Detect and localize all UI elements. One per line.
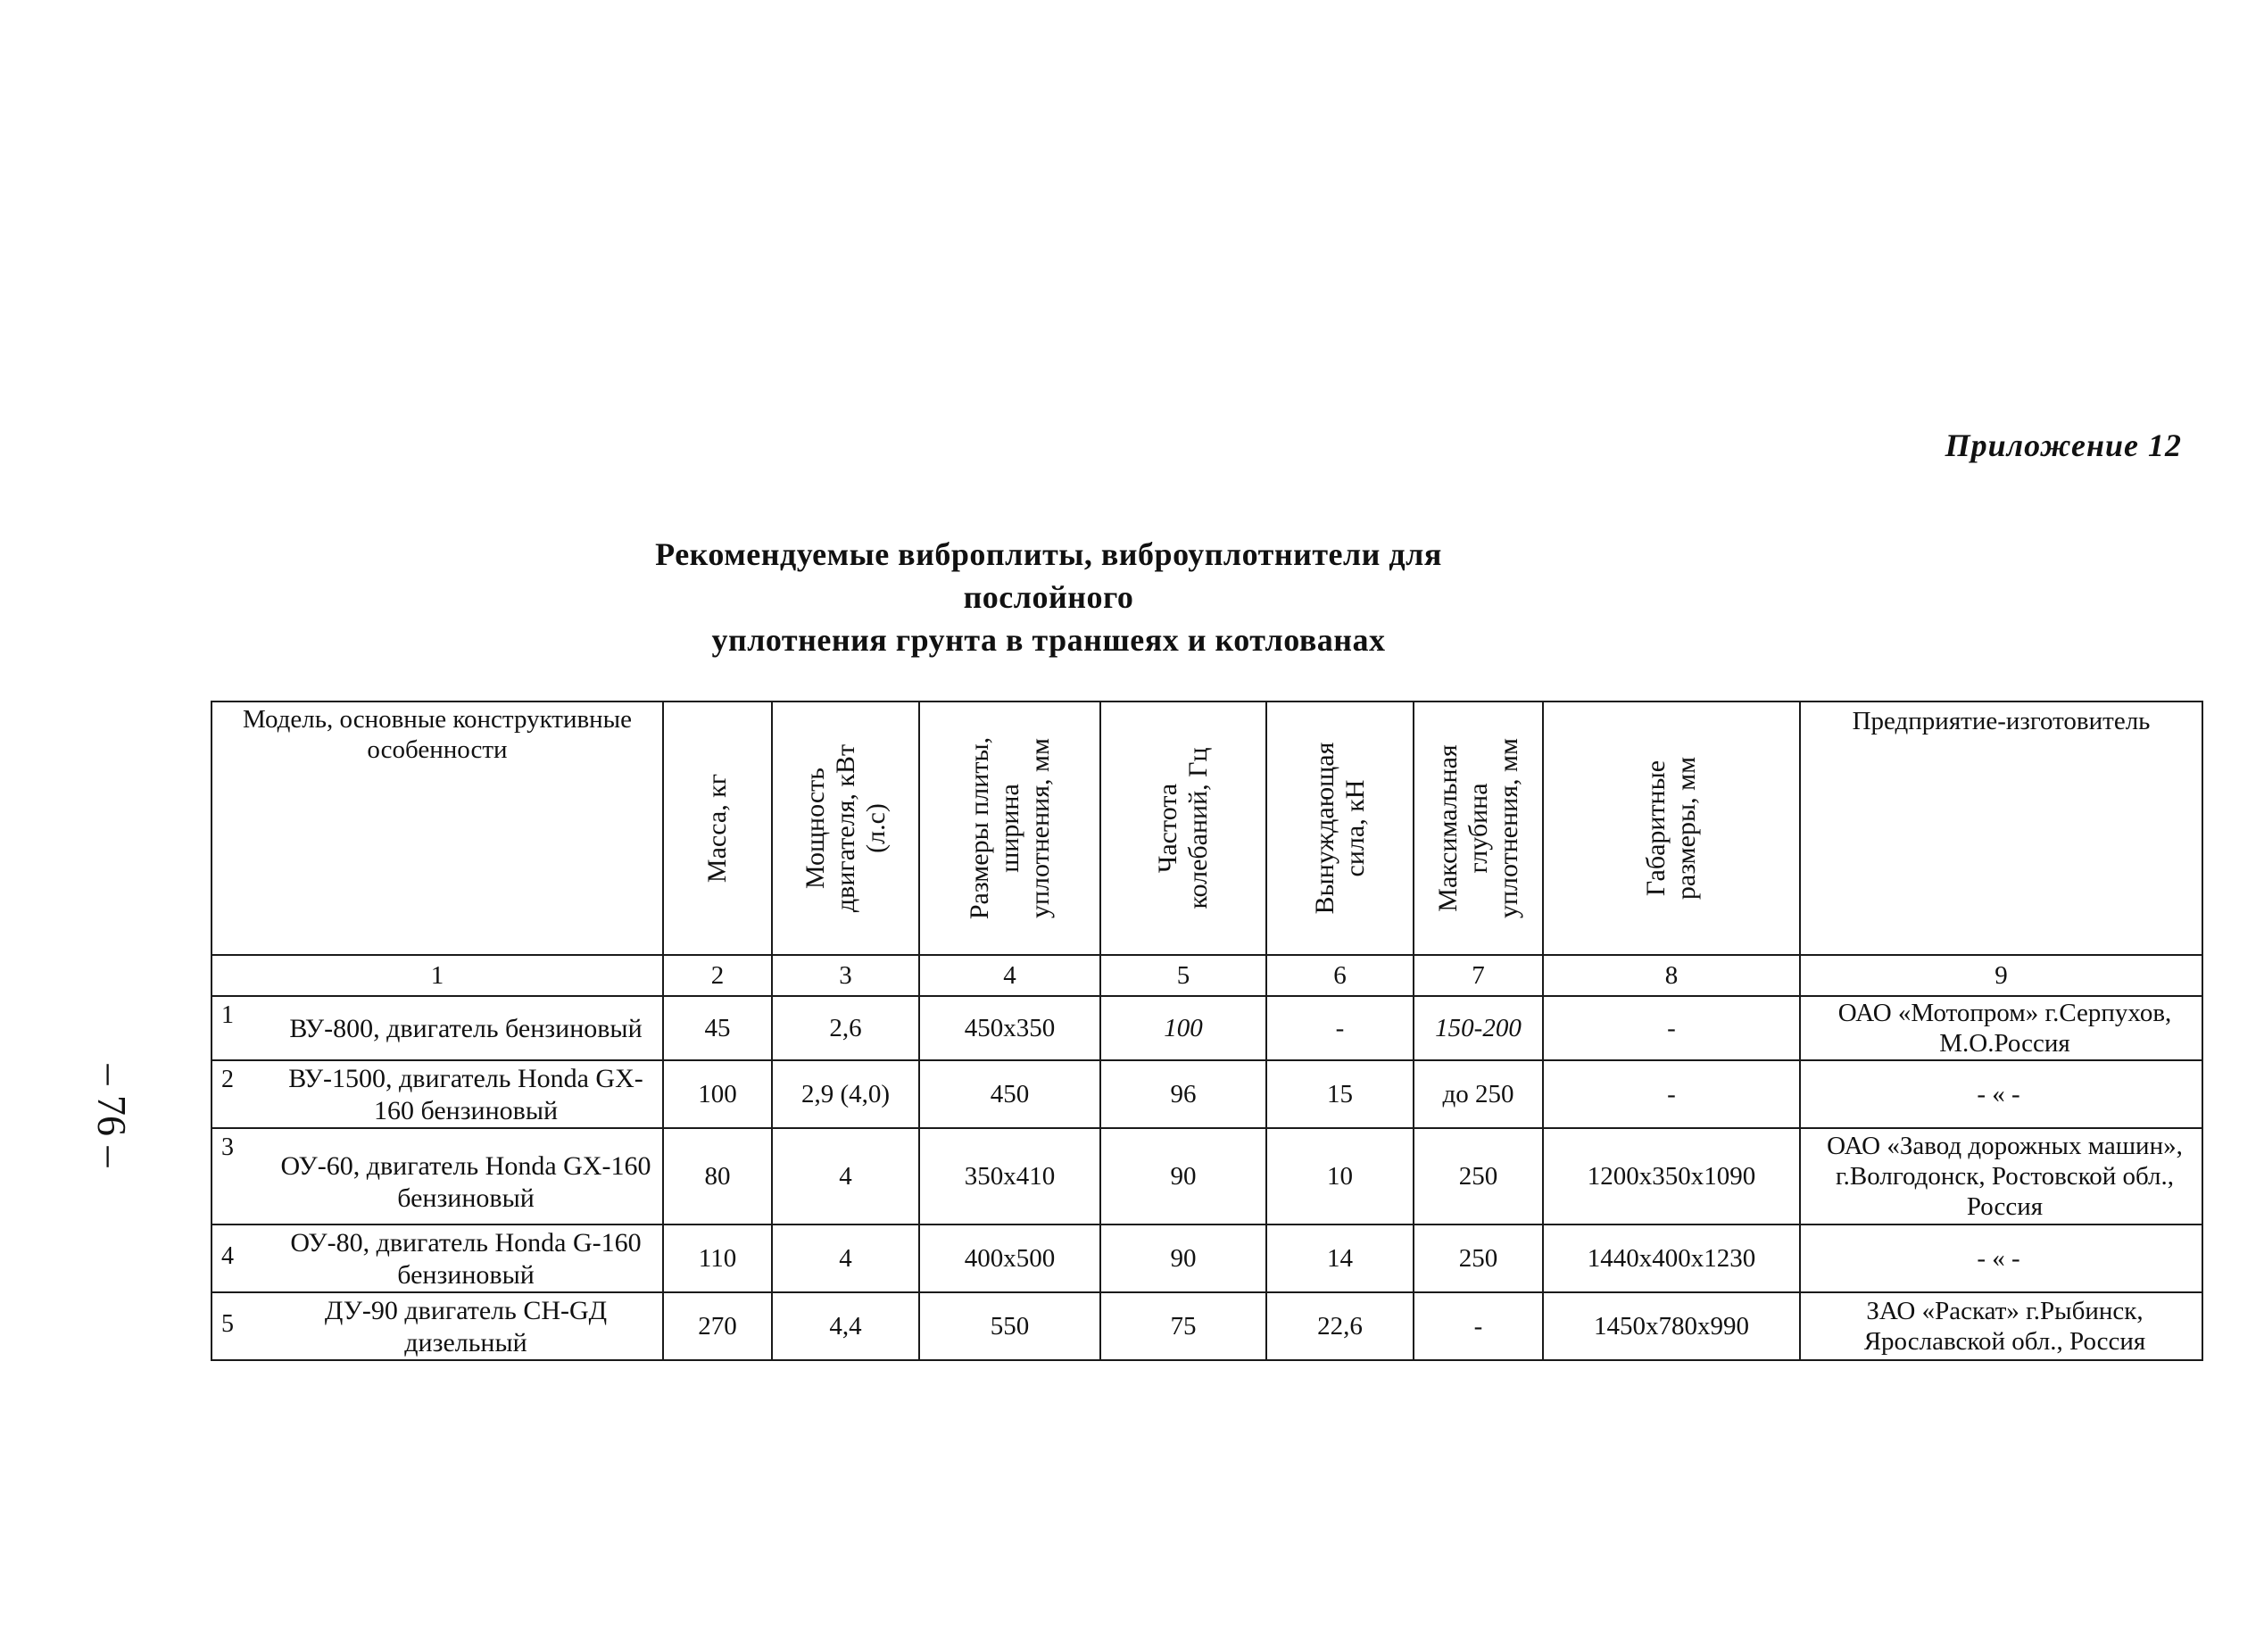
table-row [211, 1060, 2202, 1128]
manufacturer-value: - « - [1800, 1224, 2202, 1292]
header-force-cell [1266, 701, 1414, 955]
column-number: 1 [211, 955, 663, 996]
header-mass: Масса, кг [702, 773, 732, 884]
plate-size-value: 550 [919, 1292, 1100, 1360]
force-value: 15 [1266, 1060, 1414, 1128]
column-number: 3 [772, 955, 919, 996]
header-depth: Максимальная глубина уплотнения, мм [1432, 738, 1523, 918]
frequency-value: 96 [1100, 1060, 1266, 1128]
row-number: 4 [221, 1242, 234, 1270]
manufacturer-value: ЗАО «Раскат» г.Рыбинск, Ярославской обл., Россия [1800, 1292, 2202, 1360]
header-force: Вынуждающая сила, кН [1309, 742, 1370, 915]
header-plate-size: Размеры плиты, ширина уплотнения, мм [964, 736, 1055, 920]
dimensions-value: - [1543, 996, 1800, 1060]
header-frequency-cell [1100, 701, 1266, 955]
row-number: 1 [221, 1001, 234, 1029]
depth-value: до 250 [1414, 1060, 1543, 1128]
document-title-line-2: уплотнения грунта в траншеях и котлованах [711, 622, 1386, 658]
mass-value: 80 [663, 1128, 772, 1224]
frequency-value: 90 [1100, 1224, 1266, 1292]
power-value: 4,4 [772, 1292, 919, 1360]
model-text: ОУ-80, двигатель Honda G-160 бензиновый [290, 1228, 642, 1290]
dimensions-value: - [1543, 1060, 1800, 1128]
depth-value: 250 [1414, 1224, 1543, 1292]
header-depth-cell [1414, 701, 1543, 955]
mass-value: 270 [663, 1292, 772, 1360]
column-number-row [211, 955, 2202, 996]
model-cell [211, 1292, 663, 1360]
column-number: 9 [1800, 955, 2202, 996]
header-frequency: Частота колебаний, Гц [1153, 747, 1213, 909]
table-row [211, 996, 2202, 1060]
dimensions-value: 1440х400х1230 [1543, 1224, 1800, 1292]
model-cell [211, 1060, 663, 1128]
column-number: 5 [1100, 955, 1266, 996]
power-value: 2,9 (4,0) [772, 1060, 919, 1128]
mass-value: 110 [663, 1224, 772, 1292]
plate-size-value: 350х410 [919, 1128, 1100, 1224]
frequency-value: 75 [1100, 1292, 1266, 1360]
frequency-value: 90 [1100, 1128, 1266, 1224]
force-value: - [1266, 996, 1414, 1060]
model-cell [211, 1128, 663, 1224]
table-row [211, 1128, 2202, 1224]
depth-value: - [1414, 1292, 1543, 1360]
column-number: 7 [1414, 955, 1543, 996]
model-text: ДУ-90 двигатель CH-GД дизельный [324, 1296, 608, 1357]
dimensions-value: 1200х350х1090 [1543, 1128, 1800, 1224]
mass-value: 100 [663, 1060, 772, 1128]
model-cell [211, 1224, 663, 1292]
power-value: 4 [772, 1128, 919, 1224]
model-text: ВУ-800, двигатель бензиновый [289, 1014, 643, 1043]
header-power-cell [772, 701, 919, 955]
column-number: 8 [1543, 955, 1800, 996]
header-manufacturer: Предприятие-изготовитель [1800, 701, 2202, 955]
manufacturer-value: ОАО «Завод дорожных машин», г.Волгодонск, Ростовской обл., Россия [1800, 1128, 2202, 1224]
table-row [211, 1292, 2202, 1360]
plate-size-value: 450 [919, 1060, 1100, 1128]
force-value: 10 [1266, 1128, 1414, 1224]
frequency-value: 100 [1100, 996, 1266, 1060]
plate-size-value: 400х500 [919, 1224, 1100, 1292]
header-plate-size-cell [919, 701, 1100, 955]
plate-size-value: 450х350 [919, 996, 1100, 1060]
header-dimensions: Габаритные размеры, мм [1641, 756, 1701, 901]
force-value: 22,6 [1266, 1292, 1414, 1360]
column-number: 2 [663, 955, 772, 996]
manufacturer-value: ОАО «Мотопром» г.Серпухов, М.О.Россия [1800, 996, 2202, 1060]
power-value: 2,6 [772, 996, 919, 1060]
column-number: 4 [919, 955, 1100, 996]
appendix-label: Приложение 12 [1945, 428, 2182, 463]
model-cell [211, 996, 663, 1060]
row-number: 2 [221, 1066, 234, 1093]
header-dimensions-cell [1543, 701, 1800, 955]
row-number: 3 [221, 1133, 234, 1161]
row-number: 5 [221, 1310, 234, 1338]
column-number: 6 [1266, 955, 1414, 996]
power-value: 4 [772, 1224, 919, 1292]
force-value: 14 [1266, 1224, 1414, 1292]
header-mass-cell [663, 701, 772, 955]
dimensions-value: 1450х780х990 [1543, 1292, 1800, 1360]
mass-value: 45 [663, 996, 772, 1060]
page-number: – 76 – [89, 1064, 135, 1167]
depth-value: 150-200 [1414, 996, 1543, 1060]
depth-value: 250 [1414, 1128, 1543, 1224]
equipment-table [211, 701, 2203, 1361]
manufacturer-value: - « - [1800, 1060, 2202, 1128]
document-title [625, 533, 1472, 661]
model-text: ВУ-1500, двигатель Honda GX-160 бензиновый [288, 1064, 643, 1125]
header-model: Модель, основные конструктивные особенности [211, 701, 663, 955]
header-power: Мощность двигателя, кВт (л.с) [800, 743, 891, 913]
table-row [211, 1224, 2202, 1292]
document-title-line-1: Рекомендуемые виброплиты, виброуплотнители для послойного [655, 536, 1442, 615]
model-text: ОУ-60, двигатель Honda GX-160 бензиновый [280, 1151, 651, 1213]
header-row [211, 701, 2202, 955]
